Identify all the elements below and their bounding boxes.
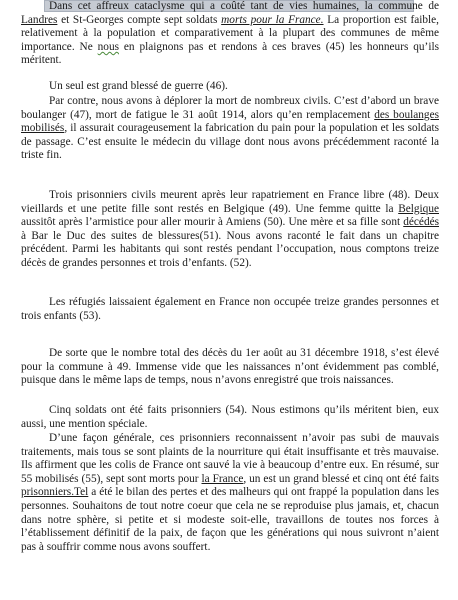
- text-run: a été le bilan des pertes et des malheurs qui ont frappé la population dans les personnes. Souhaitons de tout notre coeur que cela ne se reproduise plus jamais, et, chacun dans notre sphère, si petite et si modeste soit-elle, travaillons de toutes nos forces à l’établissement définitif de la paix, de façon que les générations qui nous suivront n’aient pas à souffrir comme nous avons souffert.: [21, 486, 439, 553]
- text-run: , il assurait courageusement la fabrication du pain pour la population et les soldats de passage. C’est ensuite le médecin du village dont nous avons précédemment raconté la triste fin.: [21, 122, 439, 162]
- paragraph-5[interactable]: Les réfugiés laissaient également en France non occupée treize grandes personnes et trois enfants (53).: [21, 296, 439, 322]
- text-run: Par contre, nous avons à déplorer la mort de nombreux civils. C’est d’abord un brave boulanger (47), mort de fatigue le 31 août 1914, alors qu’en remplacement: [21, 95, 439, 121]
- text-run: en plaignons pas et rendons à ces braves (45) les honneurs qu’ils méritent.: [21, 40, 439, 67]
- text-run: et St-Georges compte sept soldats: [57, 13, 222, 26]
- underlined-text: Landres: [21, 13, 58, 26]
- paragraph-4[interactable]: [21, 189, 439, 271]
- italic-underlined-text: morts pour la France.: [221, 13, 324, 26]
- spellcheck-marked-word: nous: [97, 40, 119, 53]
- text-run: Dans cet affreux cataclysme qui a coûté tant de vies humaines, la commune de: [49, 0, 439, 12]
- text-run: , un est un grand blessé et cinq ont été faits: [243, 472, 439, 485]
- underlined-text: prisonniers.Tel: [21, 486, 89, 499]
- underlined-text: décédés: [403, 216, 439, 229]
- underlined-text: des boulanges mobilisés: [21, 108, 439, 135]
- underlined-text: Belgique: [398, 202, 439, 215]
- paragraph-6[interactable]: De sorte que le nombre total des décès du 1er août au 31 décembre 1918, s’est élevé pour la commune à 49. Immense vide que les naissances n’ont évidemment pas comblé, puisque dans le même laps de temps, nous n’avons enregistré que trois naissances.: [21, 347, 439, 387]
- paragraph-8[interactable]: [21, 432, 439, 554]
- text-run: à Bar le Duc des suites de blessures(51). Nous avons raconté le fait dans un chapitre précédent. Parmi les habitants qui sont restés pendant l’occupation, nous comptons treize décès de grandes personnes et trois d’enfants. (52).: [21, 229, 439, 269]
- text-run: La proportion est faible, relativement à la population et comparativement à la plupart des communes de même importance. Ne: [21, 13, 439, 53]
- paragraph-1[interactable]: [21, 0, 439, 68]
- text-run: D’une façon générale, ces prisonniers reconnaissent n’avoir pas subi de mauvais traitements, mais tous se sont plaints de la nourriture qui était insuffisante et très mauvaise. Ils affirment que les colis de France ont sauvé la vie à beaucoup d’entre eux. En résumé, sur 55 mobilisés (55), sept sont morts pour: [21, 432, 439, 485]
- underlined-text: la France: [201, 472, 244, 485]
- paragraph-2[interactable]: Un seul est grand blessé de guerre (46).: [49, 80, 228, 92]
- paragraph-3[interactable]: [21, 95, 439, 163]
- paragraph-7[interactable]: Cinq soldats ont été faits prisonniers (54). Nous estimons qu’ils méritent bien, eux aussi, une mention spéciale.: [21, 404, 439, 430]
- text-run: aussitôt après l’armistice pour aller mourir à Amiens (50). Une mère et sa fille sont: [21, 216, 404, 229]
- text-run: Trois prisonniers civils meurent après leur rapatriement en France libre (48). Deux vieillards et une petite fille sont restés en Belgique (49). Une femme quitte la: [21, 189, 439, 215]
